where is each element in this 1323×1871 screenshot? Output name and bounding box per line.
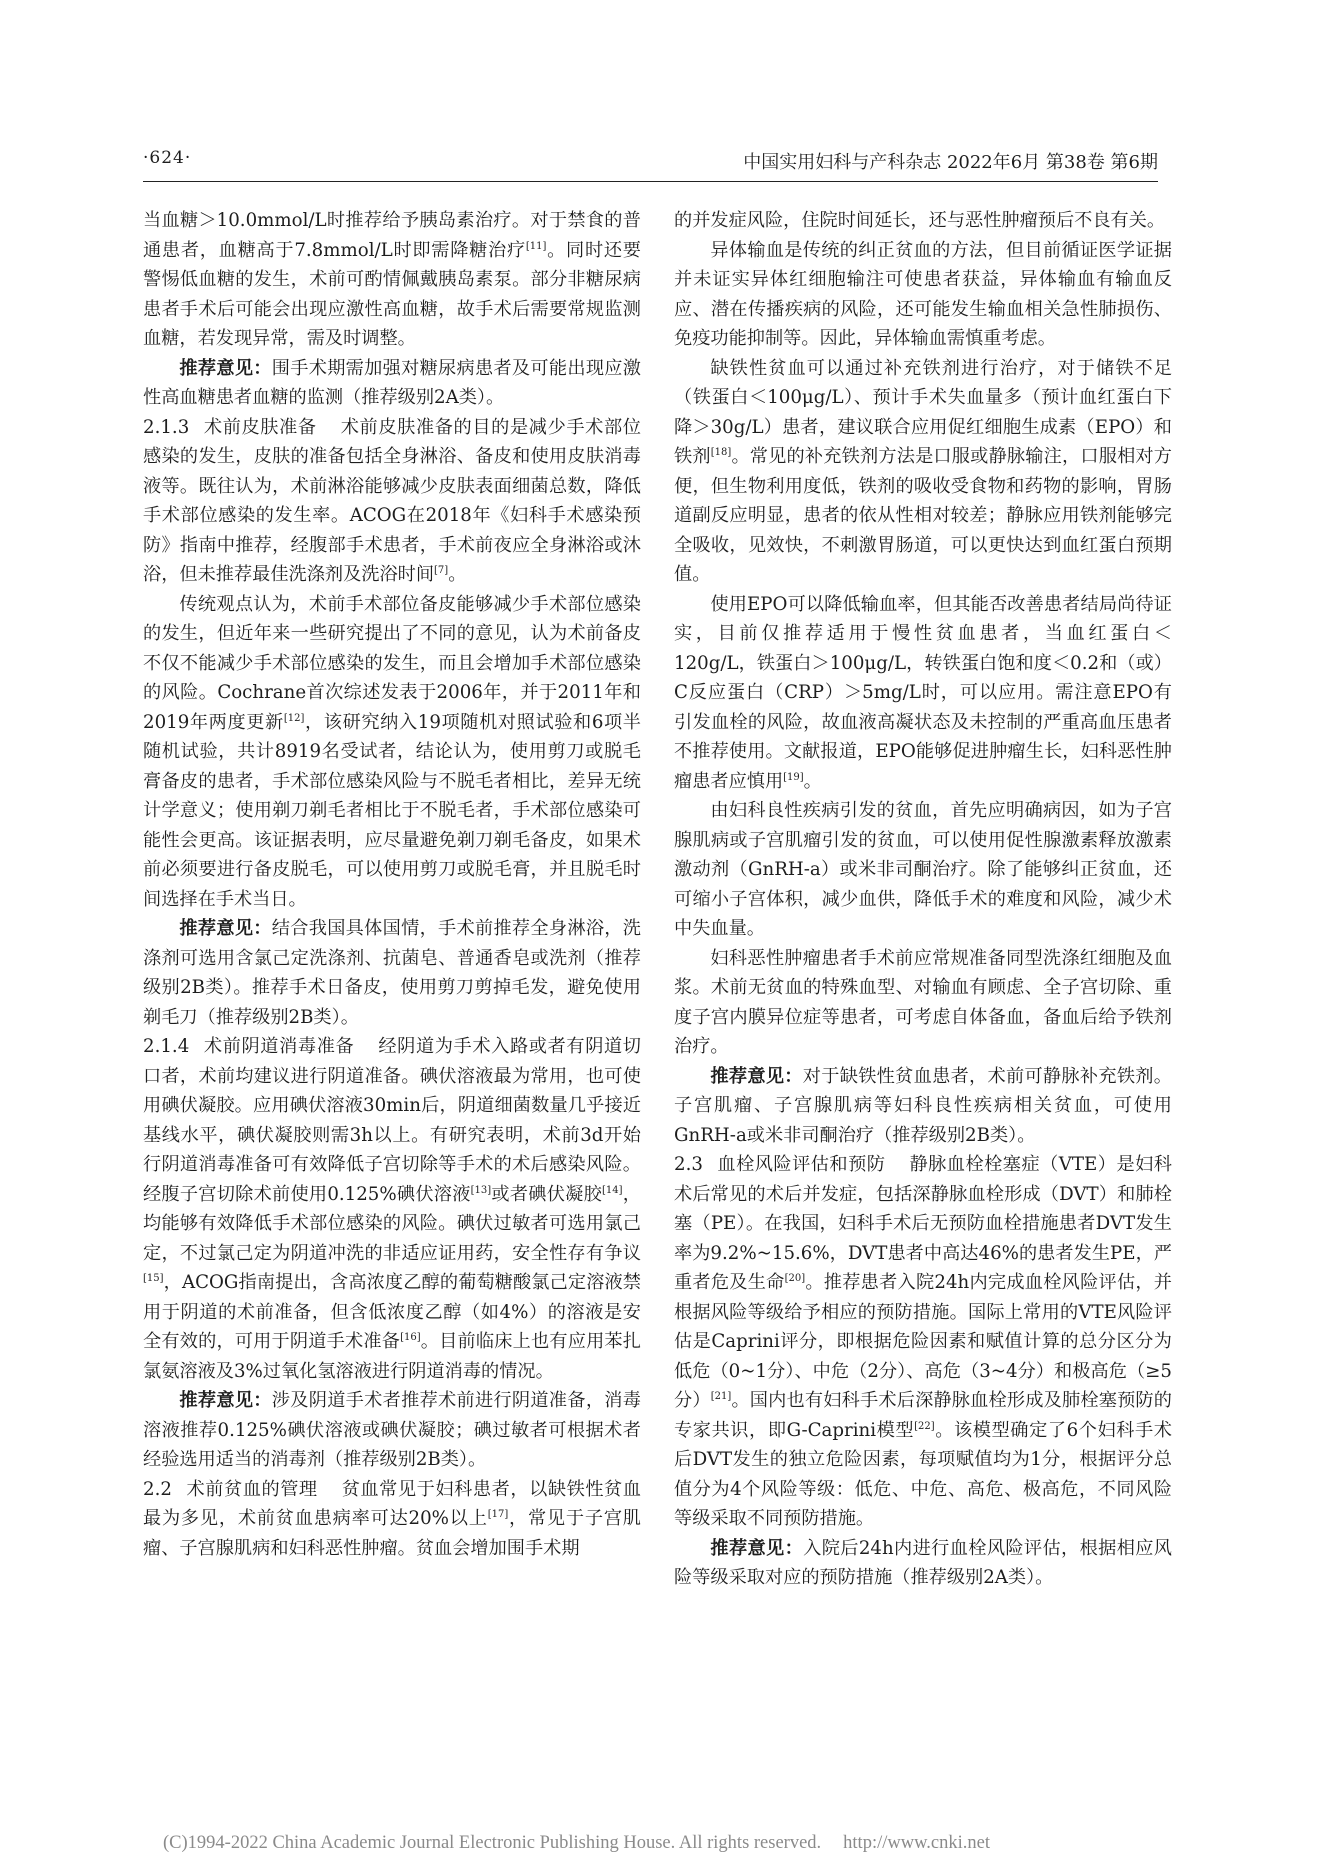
paragraph-glucose: 当血糖＞10.0mmol/L时推荐给予胰岛素治疗。对于禁食的普通患者，血糖高于7.8mmol/L时即需降糖治疗[11]。同时还要警惕低血糖的发生，术前可酌情佩戴胰岛素泵。部分非糖尿病患者手术后可能会出现应激性高血糖，故手术后需要常规监测血糖，若发现异常，需及时调整。 bbox=[143, 210, 641, 349]
page-number: ·624· bbox=[143, 148, 192, 168]
citation-ref: [16] bbox=[400, 1332, 421, 1343]
recommendation-skin: 推荐意见：结合我国具体国情，手术前推荐全身淋浴，洗涤剂可选用含氯己定洗涤剂、抗菌皂、普通香皂或洗剂（推荐级别2B类）。推荐手术日备皮，使用剪刀剪掉毛发，避免使用剃毛刀（推荐级别2B类）。 bbox=[143, 918, 641, 1028]
citation-ref: [14] bbox=[602, 1184, 623, 1196]
section-title: 术前皮肤准备 bbox=[203, 416, 317, 438]
section-2-1-4: 2.1.4 术前阴道消毒准备 经阴道为手术入路或者有阴道切口者，术前均建议进行阴道准备。碘伏溶液最为常用，也可使用碘伏凝胶。应用碘伏溶液30min后，阴道细菌数量几乎接近基线水平，碘伏凝胶则需3h以上。有研究表明，术前3d开始行阴道消毒准备可有效降低子宫切除等手术的术后感染风险。经腹子宫切除术前使用0.125%碘伏溶液[13]或者碘伏凝胶[14]，均能够有效降低手术部位感染的风险。碘伏过敏者可选用氯己定，不过氯己定为阴道冲洗的非适应证用药，安全性存有争议[15]，ACOG指南提出，含高浓度乙醇的葡萄糖酸氯己定溶液禁用于阴道的术前准备，但含低浓度乙醇（如4%）的溶液是安全有效的，可用于阴道手术准备[16]。目前临床上也有应用苯扎氯氨溶液及3%过氧化氢溶液进行阴道消毒的情况。 bbox=[143, 1036, 641, 1382]
citation-ref: [11] bbox=[525, 240, 547, 252]
copyright-text: (C)1994-2022 China Academic Journal Electronic Publishing House. All rights reserved. bbox=[163, 1833, 822, 1853]
citation-ref: [19] bbox=[783, 771, 804, 783]
paragraph-epo: 使用EPO可以降低输血率，但其能否改善患者结局尚待证实，目前仅推荐适用于慢性贫血患者，当血红蛋白＜120g/L，铁蛋白＞100μg/L，转铁蛋白饱和度＜0.2和（或）C反应蛋白（CRP）＞5mg/L时，可以应用。需注意EPO有引发血栓的风险，故血液高凝状态及未控制的严重高血压患者不推荐使用。文献报道，EPO能够促进肿瘤生长，妇科恶性肿瘤患者应慎用[19]。 bbox=[674, 593, 1172, 792]
citation-ref: [20] bbox=[784, 1273, 806, 1284]
section-number: 2.1.4 bbox=[143, 1036, 190, 1057]
citation-ref: [18] bbox=[710, 447, 732, 458]
recommendation-label: 推荐意见： bbox=[179, 357, 272, 379]
right-column bbox=[674, 206, 1172, 1593]
citation-ref: [15] bbox=[143, 1273, 164, 1284]
citation-ref: [13] bbox=[470, 1184, 492, 1196]
section-title: 血栓风险评估和预防 bbox=[716, 1154, 886, 1175]
paragraph-benign-anemia: 由妇科良性疾病引发的贫血，首先应明确病因，如为子宫腺肌病或子宫肌瘤引发的贫血，可以使用促性腺激素释放激素激动剂（GnRH-a）或米非司酮治疗。除了能够纠正贫血，还可缩小子宫体积，减少血供，降低手术的难度和风险，减少术中失血量。 bbox=[674, 800, 1172, 939]
recommendation-label: 推荐意见： bbox=[179, 918, 272, 939]
paragraph-malignant-prep: 妇科恶性肿瘤患者手术前应常规准备同型洗涤红细胞及血浆。术前无贫血的特殊血型、对输血有顾虑、全子宫切除、重度子宫内膜异位症等患者，可考虑自体备血，备血后给予铁剂治疗。 bbox=[674, 947, 1172, 1057]
paragraph-complications: 的并发症风险，住院时间延长，还与恶性肿瘤预后不良有关。 bbox=[674, 210, 1166, 231]
citation-ref: [22] bbox=[914, 1420, 935, 1432]
citation-ref: [7] bbox=[434, 565, 449, 576]
section-title: 术前贫血的管理 bbox=[185, 1478, 318, 1500]
paragraph-allogeneic-transfusion: 异体输血是传统的纠正贫血的方法，但目前循证医学证据并未证实异体红细胞输注可使患者获益，异体输血有输血反应、潜在传播疾病的风险，还可能发生输血相关急性肺损伤、免疫功能抑制等。因此，异体输血需慎重考虑。 bbox=[674, 239, 1172, 349]
copyright-footer bbox=[163, 1833, 1163, 1854]
footer-url: http://www.cnki.net bbox=[843, 1833, 990, 1853]
recommendation-vaginal: 推荐意见：涉及阴道手术者推荐术前进行阴道准备，消毒溶液推荐0.125%碘伏溶液或碘伏凝胶；碘过敏者可根据术者经验选用适当的消毒剂（推荐级别2B类）。 bbox=[143, 1390, 641, 1470]
section-number: 2.1.3 bbox=[143, 416, 190, 438]
section-2-2: 2.2 术前贫血的管理 贫血常见于妇科患者，以缺铁性贫血最为多见，术前贫血患病率可达20%以上[17]，常见于子宫肌瘤、子宫腺肌病和妇科恶性肿瘤。贫血会增加围手术期 bbox=[143, 1478, 641, 1559]
journal-running-title: 中国实用妇科与产科杂志 2022年6月 第38卷 第6期 bbox=[743, 152, 1158, 173]
recommendation-glucose: 推荐意见：围手术期需加强对糖尿病患者及可能出现应激性高血糖患者血糖的监测（推荐级别2A类）。 bbox=[143, 357, 641, 408]
paragraph-iron-deficiency: 缺铁性贫血可以通过补充铁剂进行治疗，对于储铁不足（铁蛋白＜100μg/L）、预计手术失血量多（预计血红蛋白下降＞30g/L）患者，建议联合应用促红细胞生成素（EPO）和铁剂[18]。常见的补充铁剂方法是口服或静脉输注，口服相对方便，但生物利用度低，铁剂的吸收受食物和药物的影响，胃肠道副反应明显，患者的依从性相对较差；静脉应用铁剂能够完全吸收，见效快，不刺激胃肠道，可以更快达到血红蛋白预期值。 bbox=[674, 357, 1172, 585]
section-number: 2.3 bbox=[674, 1154, 703, 1175]
citation-ref: [21] bbox=[710, 1391, 732, 1402]
recommendation-thrombosis: 推荐意见：入院后24h内进行血栓风险评估，根据相应风险等级采取对应的预防措施（推荐级别2A类）。 bbox=[674, 1537, 1172, 1588]
citation-ref: [17] bbox=[487, 1509, 509, 1520]
section-2-1-3: 2.1.3 术前皮肤准备 术前皮肤准备的目的是减少手术部位感染的发生，皮肤的准备包括全身淋浴、备皮和使用皮肤消毒液等。既往认为，术前淋浴能够减少皮肤表面细菌总数，降低手术部位感染的发生率。ACOG在2018年《妇科手术感染预防》指南中推荐，经腹部手术患者，手术前夜应全身淋浴或沐浴，但未推荐最佳洗涤剂及洗浴时间[7]。 bbox=[143, 416, 641, 585]
section-number: 2.2 bbox=[143, 1478, 172, 1500]
header-divider bbox=[143, 181, 1158, 182]
citation-ref: [12] bbox=[283, 712, 305, 724]
recommendation-label: 推荐意见： bbox=[710, 1065, 803, 1087]
paragraph-traditional-view: 传统观点认为，术前手术部位备皮能够减少手术部位感染的发生，但近年来一些研究提出了不同的意见，认为术前备皮不仅不能减少手术部位感染的发生，而且会增加手术部位感染的风险。Cochrane首次综述发表于2006年，并于2011年和2019年两度更新[12]，该研究纳入19项随机对照试验和6项半随机试验，共计8919名受试者，结论认为，使用剪刀或脱毛膏备皮的患者，手术部位感染风险与不脱毛者相比，差异无统计学意义；使用剃刀剃毛者相比于不脱毛者，手术部位感染可能性会更高。该证据表明，应尽量避免剃刀剃毛备皮，如果术前必须要进行备皮脱毛，可以使用剪刀或脱毛膏，并且脱毛时间选择在手术当日。 bbox=[143, 593, 641, 910]
recommendation-label: 推荐意见： bbox=[710, 1537, 804, 1559]
recommendation-anemia: 推荐意见：对于缺铁性贫血患者，术前可静脉补充铁剂。子宫肌瘤、子宫腺肌病等妇科良性疾病相关贫血，可使用GnRH-a或米非司酮治疗（推荐级别2B类）。 bbox=[674, 1065, 1172, 1146]
recommendation-label: 推荐意见： bbox=[179, 1390, 272, 1411]
section-title: 术前阴道消毒准备 bbox=[203, 1036, 355, 1057]
left-column bbox=[143, 206, 641, 1563]
section-2-3: 2.3 血栓风险评估和预防 静脉血栓栓塞症（VTE）是妇科术后常见的术后并发症，包括深静脉血栓形成（DVT）和肺栓塞（PE）。在我国，妇科手术后无预防血栓措施患者DVT发生率为9.2%~15.6%，DVT患者中高达46%的患者发生PE，严重者危及生命[20]。推荐患者入院24h内完成血栓风险评估，并根据风险等级给予相应的预防措施。国际上常用的VTE风险评估是Caprini评分，即根据危险因素和赋值计算的总分区分为低危（0~1分）、中危（2分）、高危（3~4分）和极高危（≥5分）[21]。国内也有妇科手术后深静脉血栓形成及肺栓塞预防的专家共识，即G-Caprini模型[22]。该模型确定了6个妇科手术后DVT发生的独立危险因素，每项赋值均为1分，根据评分总值分为4个风险等级：低危、中危、高危、极高危，不同风险等级采取不同预防措施。 bbox=[674, 1154, 1172, 1529]
